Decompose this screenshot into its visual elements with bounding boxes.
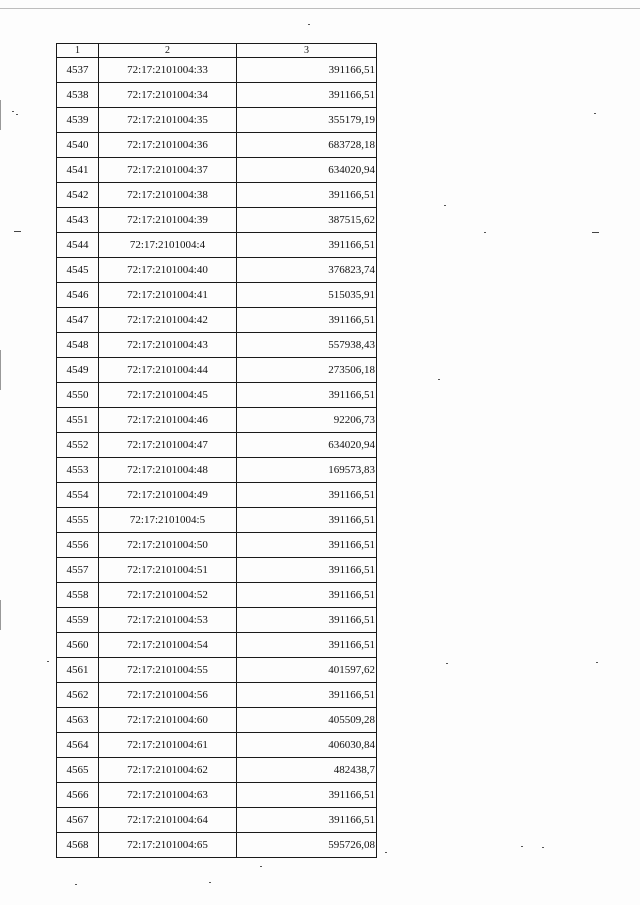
table-row: [57, 558, 377, 583]
scan-speck: [542, 847, 544, 848]
cadastral-number: 72:17:2101004:37: [99, 158, 237, 183]
cadastral-number: 72:17:2101004:55: [99, 658, 237, 683]
cadastral-value: 391166,51: [237, 533, 377, 558]
cadastral-value: 406030,84: [237, 733, 377, 758]
scan-speck: [444, 205, 446, 206]
cadastral-number: 72:17:2101004:46: [99, 408, 237, 433]
row-number: 4551: [57, 408, 99, 433]
scan-speck: [75, 884, 77, 885]
cadastral-number: 72:17:2101004:40: [99, 258, 237, 283]
table-row: [57, 758, 377, 783]
table-row: [57, 733, 377, 758]
cadastral-value: 391166,51: [237, 183, 377, 208]
cadastral-number: 72:17:2101004:62: [99, 758, 237, 783]
cadastral-value: 391166,51: [237, 608, 377, 633]
cadastral-number: 72:17:2101004:49: [99, 483, 237, 508]
cadastral-value: 401597,62: [237, 658, 377, 683]
cadastral-value: 405509,28: [237, 708, 377, 733]
cadastral-value: 634020,94: [237, 158, 377, 183]
table-row: [57, 808, 377, 833]
table-row: [57, 583, 377, 608]
cadastral-value: 376823,74: [237, 258, 377, 283]
scan-left-edge-mark: [0, 600, 1, 630]
row-number: 4543: [57, 208, 99, 233]
cadastral-value: 391166,51: [237, 83, 377, 108]
table-row: [57, 433, 377, 458]
scan-mark: [14, 231, 21, 232]
cadastral-value: 391166,51: [237, 308, 377, 333]
cadastral-value: 391166,51: [237, 633, 377, 658]
table-row: [57, 633, 377, 658]
cadastral-value: 482438,7: [237, 758, 377, 783]
table-row: [57, 208, 377, 233]
row-number: 4563: [57, 708, 99, 733]
row-number: 4554: [57, 483, 99, 508]
table-row: [57, 533, 377, 558]
table-row: [57, 158, 377, 183]
table-row: [57, 83, 377, 108]
cadastral-value: 92206,73: [237, 408, 377, 433]
scan-left-edge-mark: [0, 100, 1, 130]
cadastral-value: 391166,51: [237, 783, 377, 808]
cadastral-number: 72:17:2101004:45: [99, 383, 237, 408]
table-row: [57, 408, 377, 433]
row-number: 4537: [57, 58, 99, 83]
scan-speck: [484, 232, 486, 233]
scan-top-edge: [0, 8, 640, 9]
table-row: [57, 783, 377, 808]
cadastral-number: 72:17:2101004:52: [99, 583, 237, 608]
cadastral-number: 72:17:2101004:65: [99, 833, 237, 858]
scan-speck: [47, 661, 49, 662]
row-number: 4552: [57, 433, 99, 458]
scan-mark: [592, 232, 599, 233]
row-number: 4548: [57, 333, 99, 358]
row-number: 4549: [57, 358, 99, 383]
cadastral-value: 391166,51: [237, 483, 377, 508]
row-number: 4550: [57, 383, 99, 408]
cadastral-value-table: [56, 43, 377, 858]
row-number: 4557: [57, 558, 99, 583]
cadastral-number: 72:17:2101004:38: [99, 183, 237, 208]
scan-speck: [12, 111, 14, 112]
table-row: [57, 258, 377, 283]
table-row: [57, 308, 377, 333]
scan-speck: [446, 663, 448, 664]
row-number: 4555: [57, 508, 99, 533]
column-header-number: 1: [57, 44, 99, 58]
table-row: [57, 833, 377, 858]
cadastral-value: 169573,83: [237, 458, 377, 483]
scan-speck: [438, 379, 440, 380]
scan-speck: [521, 846, 523, 847]
scan-speck: [260, 866, 262, 867]
cadastral-value: 391166,51: [237, 508, 377, 533]
cadastral-number: 72:17:2101004:63: [99, 783, 237, 808]
scan-speck: [596, 662, 598, 663]
cadastral-value: 273506,18: [237, 358, 377, 383]
row-number: 4564: [57, 733, 99, 758]
table-row: [57, 458, 377, 483]
row-number: 4559: [57, 608, 99, 633]
row-number: 4538: [57, 83, 99, 108]
cadastral-number: 72:17:2101004:60: [99, 708, 237, 733]
row-number: 4540: [57, 133, 99, 158]
table-row: [57, 58, 377, 83]
scan-speck: [594, 113, 596, 114]
row-number: 4546: [57, 283, 99, 308]
cadastral-number: 72:17:2101004:41: [99, 283, 237, 308]
cadastral-number: 72:17:2101004:47: [99, 433, 237, 458]
cadastral-number: 72:17:2101004:53: [99, 608, 237, 633]
row-number: 4558: [57, 583, 99, 608]
cadastral-number: 72:17:2101004:64: [99, 808, 237, 833]
row-number: 4561: [57, 658, 99, 683]
cadastral-number: 72:17:2101004:43: [99, 333, 237, 358]
table-header-row: [57, 44, 377, 58]
cadastral-value: 391166,51: [237, 808, 377, 833]
column-header-value: 3: [237, 44, 377, 58]
cadastral-number: 72:17:2101004:34: [99, 83, 237, 108]
row-number: 4566: [57, 783, 99, 808]
table-row: [57, 183, 377, 208]
cadastral-number: 72:17:2101004:44: [99, 358, 237, 383]
row-number: 4553: [57, 458, 99, 483]
cadastral-number: 72:17:2101004:5: [99, 508, 237, 533]
cadastral-value: 683728,18: [237, 133, 377, 158]
cadastral-number: 72:17:2101004:4: [99, 233, 237, 258]
table-row: [57, 133, 377, 158]
cadastral-number: 72:17:2101004:61: [99, 733, 237, 758]
row-number: 4560: [57, 633, 99, 658]
cadastral-value: 634020,94: [237, 433, 377, 458]
cadastral-value: 391166,51: [237, 383, 377, 408]
scan-speck: [385, 852, 387, 853]
table-row: [57, 483, 377, 508]
scan-speck: [308, 24, 310, 25]
row-number: 4541: [57, 158, 99, 183]
table-row: [57, 683, 377, 708]
cadastral-value: 391166,51: [237, 233, 377, 258]
table-body: [57, 58, 377, 858]
table-row: [57, 383, 377, 408]
cadastral-number: 72:17:2101004:33: [99, 58, 237, 83]
row-number: 4556: [57, 533, 99, 558]
cadastral-number: 72:17:2101004:36: [99, 133, 237, 158]
row-number: 4562: [57, 683, 99, 708]
cadastral-number: 72:17:2101004:51: [99, 558, 237, 583]
table-row: [57, 333, 377, 358]
scan-left-edge-mark: [0, 350, 1, 390]
cadastral-value: 391166,51: [237, 558, 377, 583]
row-number: 4542: [57, 183, 99, 208]
cadastral-number: 72:17:2101004:35: [99, 108, 237, 133]
cadastral-value: 391166,51: [237, 583, 377, 608]
cadastral-number: 72:17:2101004:42: [99, 308, 237, 333]
table-row: [57, 358, 377, 383]
table-row: [57, 708, 377, 733]
cadastral-value: 557938,43: [237, 333, 377, 358]
cadastral-value: 355179,19: [237, 108, 377, 133]
table-row: [57, 108, 377, 133]
cadastral-value: 515035,91: [237, 283, 377, 308]
table-row: [57, 658, 377, 683]
cadastral-value: 387515,62: [237, 208, 377, 233]
row-number: 4565: [57, 758, 99, 783]
cadastral-value: 391166,51: [237, 683, 377, 708]
cadastral-number: 72:17:2101004:54: [99, 633, 237, 658]
row-number: 4567: [57, 808, 99, 833]
table-row: [57, 233, 377, 258]
row-number: 4544: [57, 233, 99, 258]
row-number: 4568: [57, 833, 99, 858]
row-number: 4545: [57, 258, 99, 283]
row-number: 4547: [57, 308, 99, 333]
cadastral-value: 595726,08: [237, 833, 377, 858]
table-row: [57, 608, 377, 633]
cadastral-number: 72:17:2101004:50: [99, 533, 237, 558]
scan-speck: [16, 114, 18, 115]
column-header-cadastral-number: 2: [99, 44, 237, 58]
scan-speck: [209, 882, 211, 883]
cadastral-value: 391166,51: [237, 58, 377, 83]
table-row: [57, 508, 377, 533]
cadastral-number: 72:17:2101004:39: [99, 208, 237, 233]
row-number: 4539: [57, 108, 99, 133]
table-row: [57, 283, 377, 308]
cadastral-number: 72:17:2101004:56: [99, 683, 237, 708]
cadastral-number: 72:17:2101004:48: [99, 458, 237, 483]
